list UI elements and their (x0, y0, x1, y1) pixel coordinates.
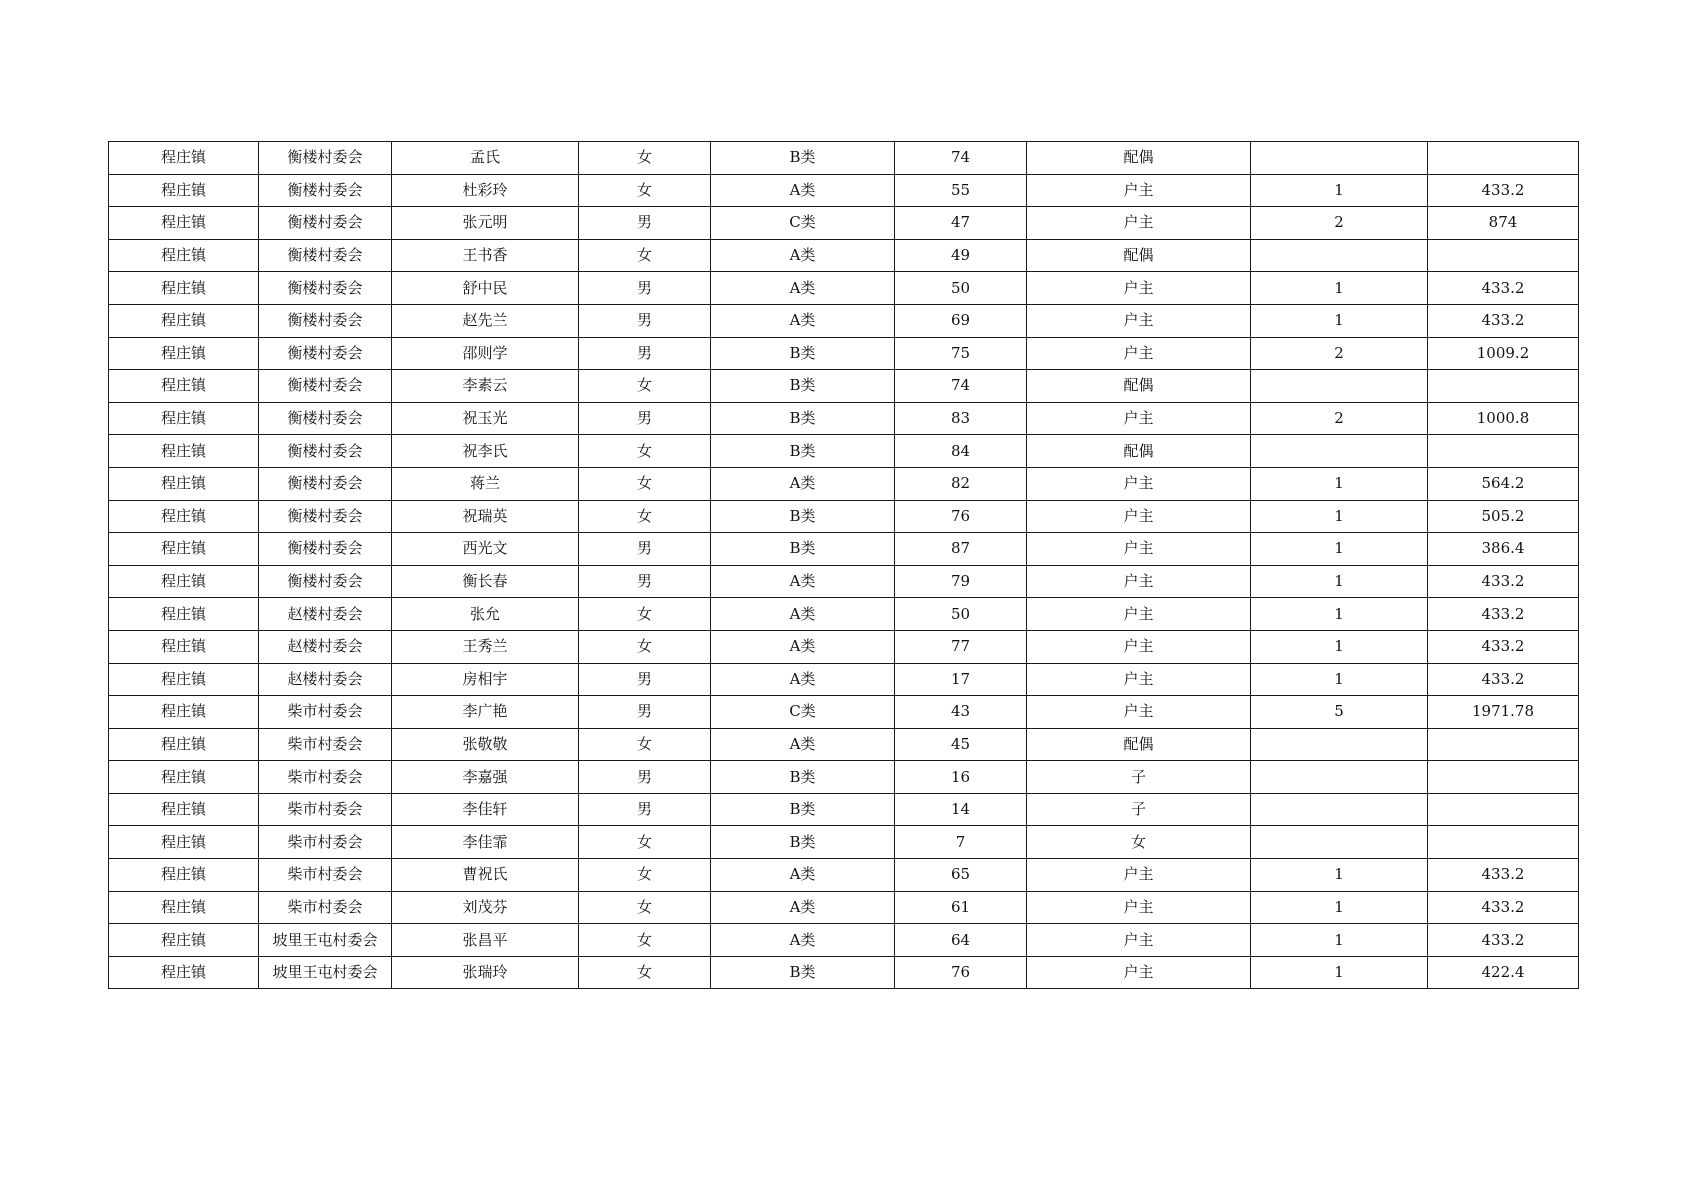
age-cell: 61 (895, 891, 1027, 924)
name-cell: 李广艳 (392, 696, 579, 729)
name-cell: 孟氏 (392, 142, 579, 175)
town-cell: 程庄镇 (109, 370, 259, 403)
amount-cell: 564.2 (1428, 467, 1579, 500)
category-cell: B类 (711, 402, 895, 435)
relation-cell: 配偶 (1027, 435, 1251, 468)
amount-cell: 433.2 (1428, 630, 1579, 663)
category-cell: B类 (711, 142, 895, 175)
town-cell: 程庄镇 (109, 304, 259, 337)
amount-cell (1428, 239, 1579, 272)
town-cell: 程庄镇 (109, 174, 259, 207)
table-row (109, 793, 1579, 826)
amount-cell: 422.4 (1428, 956, 1579, 989)
village-cell: 衡楼村委会 (259, 467, 392, 500)
village-cell: 衡楼村委会 (259, 142, 392, 175)
gender-cell: 女 (579, 467, 711, 500)
household-size-cell: 1 (1251, 467, 1428, 500)
table-row (109, 435, 1579, 468)
table-row (109, 630, 1579, 663)
village-cell: 柴市村委会 (259, 793, 392, 826)
gender-cell: 女 (579, 924, 711, 957)
age-cell: 50 (895, 272, 1027, 305)
relation-cell: 户主 (1027, 337, 1251, 370)
village-cell: 衡楼村委会 (259, 500, 392, 533)
household-size-cell (1251, 239, 1428, 272)
amount-cell: 433.2 (1428, 174, 1579, 207)
category-cell: A类 (711, 728, 895, 761)
village-cell: 衡楼村委会 (259, 533, 392, 566)
relation-cell: 女 (1027, 826, 1251, 859)
name-cell: 舒中民 (392, 272, 579, 305)
household-size-cell: 1 (1251, 956, 1428, 989)
household-size-cell (1251, 142, 1428, 175)
village-cell: 衡楼村委会 (259, 239, 392, 272)
table-row (109, 533, 1579, 566)
age-cell: 84 (895, 435, 1027, 468)
relation-cell: 户主 (1027, 663, 1251, 696)
category-cell: B类 (711, 793, 895, 826)
town-cell: 程庄镇 (109, 467, 259, 500)
table-row (109, 598, 1579, 631)
category-cell: A类 (711, 467, 895, 500)
age-cell: 14 (895, 793, 1027, 826)
gender-cell: 女 (579, 826, 711, 859)
table-row (109, 500, 1579, 533)
table-row (109, 467, 1579, 500)
relation-cell: 户主 (1027, 304, 1251, 337)
relation-cell: 户主 (1027, 924, 1251, 957)
age-cell: 82 (895, 467, 1027, 500)
town-cell: 程庄镇 (109, 402, 259, 435)
town-cell: 程庄镇 (109, 272, 259, 305)
village-cell: 柴市村委会 (259, 761, 392, 794)
town-cell: 程庄镇 (109, 924, 259, 957)
town-cell: 程庄镇 (109, 630, 259, 663)
name-cell: 李素云 (392, 370, 579, 403)
relation-cell: 配偶 (1027, 370, 1251, 403)
gender-cell: 女 (579, 142, 711, 175)
category-cell: B类 (711, 500, 895, 533)
village-cell: 柴市村委会 (259, 826, 392, 859)
relation-cell: 子 (1027, 793, 1251, 826)
name-cell: 祝玉光 (392, 402, 579, 435)
roster-table (108, 141, 1579, 989)
household-size-cell: 5 (1251, 696, 1428, 729)
town-cell: 程庄镇 (109, 761, 259, 794)
relation-cell: 配偶 (1027, 142, 1251, 175)
name-cell: 西光文 (392, 533, 579, 566)
relation-cell: 户主 (1027, 859, 1251, 892)
amount-cell (1428, 826, 1579, 859)
town-cell: 程庄镇 (109, 565, 259, 598)
amount-cell: 433.2 (1428, 663, 1579, 696)
gender-cell: 男 (579, 793, 711, 826)
village-cell: 衡楼村委会 (259, 174, 392, 207)
table-row (109, 370, 1579, 403)
relation-cell: 户主 (1027, 207, 1251, 240)
name-cell: 张允 (392, 598, 579, 631)
amount-cell: 433.2 (1428, 565, 1579, 598)
gender-cell: 女 (579, 435, 711, 468)
category-cell: B类 (711, 533, 895, 566)
gender-cell: 男 (579, 761, 711, 794)
household-size-cell: 1 (1251, 304, 1428, 337)
age-cell: 16 (895, 761, 1027, 794)
household-size-cell: 1 (1251, 272, 1428, 305)
relation-cell: 户主 (1027, 696, 1251, 729)
gender-cell: 男 (579, 533, 711, 566)
amount-cell (1428, 728, 1579, 761)
gender-cell: 女 (579, 891, 711, 924)
relation-cell: 子 (1027, 761, 1251, 794)
age-cell: 45 (895, 728, 1027, 761)
name-cell: 邵则学 (392, 337, 579, 370)
table-row (109, 924, 1579, 957)
relation-cell: 户主 (1027, 598, 1251, 631)
amount-cell: 505.2 (1428, 500, 1579, 533)
town-cell: 程庄镇 (109, 663, 259, 696)
table-row (109, 304, 1579, 337)
amount-cell (1428, 142, 1579, 175)
village-cell: 赵楼村委会 (259, 663, 392, 696)
amount-cell: 433.2 (1428, 598, 1579, 631)
age-cell: 7 (895, 826, 1027, 859)
town-cell: 程庄镇 (109, 793, 259, 826)
household-size-cell (1251, 761, 1428, 794)
household-size-cell: 1 (1251, 500, 1428, 533)
household-size-cell: 1 (1251, 924, 1428, 957)
town-cell: 程庄镇 (109, 500, 259, 533)
relation-cell: 户主 (1027, 272, 1251, 305)
town-cell: 程庄镇 (109, 239, 259, 272)
age-cell: 49 (895, 239, 1027, 272)
name-cell: 祝李氏 (392, 435, 579, 468)
gender-cell: 女 (579, 859, 711, 892)
town-cell: 程庄镇 (109, 533, 259, 566)
name-cell: 王秀兰 (392, 630, 579, 663)
category-cell: A类 (711, 565, 895, 598)
amount-cell: 874 (1428, 207, 1579, 240)
gender-cell: 男 (579, 207, 711, 240)
village-cell: 衡楼村委会 (259, 435, 392, 468)
relation-cell: 户主 (1027, 533, 1251, 566)
amount-cell: 433.2 (1428, 304, 1579, 337)
category-cell: A类 (711, 598, 895, 631)
village-cell: 衡楼村委会 (259, 402, 392, 435)
village-cell: 衡楼村委会 (259, 304, 392, 337)
household-size-cell (1251, 826, 1428, 859)
amount-cell (1428, 793, 1579, 826)
relation-cell: 配偶 (1027, 728, 1251, 761)
table-row (109, 728, 1579, 761)
name-cell: 刘茂芬 (392, 891, 579, 924)
category-cell: B类 (711, 761, 895, 794)
village-cell: 衡楼村委会 (259, 207, 392, 240)
category-cell: B类 (711, 956, 895, 989)
gender-cell: 男 (579, 696, 711, 729)
town-cell: 程庄镇 (109, 207, 259, 240)
village-cell: 柴市村委会 (259, 891, 392, 924)
table-row (109, 402, 1579, 435)
name-cell: 房相宇 (392, 663, 579, 696)
amount-cell: 1971.78 (1428, 696, 1579, 729)
age-cell: 43 (895, 696, 1027, 729)
relation-cell: 户主 (1027, 500, 1251, 533)
town-cell: 程庄镇 (109, 142, 259, 175)
town-cell: 程庄镇 (109, 859, 259, 892)
gender-cell: 女 (579, 630, 711, 663)
town-cell: 程庄镇 (109, 696, 259, 729)
amount-cell: 386.4 (1428, 533, 1579, 566)
category-cell: B类 (711, 370, 895, 403)
age-cell: 83 (895, 402, 1027, 435)
amount-cell (1428, 370, 1579, 403)
name-cell: 赵先兰 (392, 304, 579, 337)
household-size-cell (1251, 370, 1428, 403)
household-size-cell: 1 (1251, 663, 1428, 696)
household-size-cell (1251, 435, 1428, 468)
table-row (109, 891, 1579, 924)
relation-cell: 户主 (1027, 956, 1251, 989)
gender-cell: 男 (579, 272, 711, 305)
table-row (109, 761, 1579, 794)
name-cell: 李嘉强 (392, 761, 579, 794)
amount-cell: 1000.8 (1428, 402, 1579, 435)
category-cell: A类 (711, 174, 895, 207)
age-cell: 77 (895, 630, 1027, 663)
town-cell: 程庄镇 (109, 891, 259, 924)
table-row (109, 956, 1579, 989)
name-cell: 张敬敬 (392, 728, 579, 761)
gender-cell: 女 (579, 598, 711, 631)
gender-cell: 女 (579, 174, 711, 207)
table-row (109, 174, 1579, 207)
category-cell: A类 (711, 924, 895, 957)
table-row (109, 565, 1579, 598)
name-cell: 张瑞玲 (392, 956, 579, 989)
village-cell: 衡楼村委会 (259, 337, 392, 370)
gender-cell: 女 (579, 239, 711, 272)
category-cell: A类 (711, 239, 895, 272)
roster-table-body (109, 142, 1579, 989)
category-cell: A类 (711, 663, 895, 696)
household-size-cell: 1 (1251, 891, 1428, 924)
amount-cell: 1009.2 (1428, 337, 1579, 370)
name-cell: 李佳轩 (392, 793, 579, 826)
category-cell: A类 (711, 304, 895, 337)
category-cell: B类 (711, 826, 895, 859)
household-size-cell: 1 (1251, 598, 1428, 631)
gender-cell: 男 (579, 565, 711, 598)
table-row (109, 859, 1579, 892)
name-cell: 李佳霏 (392, 826, 579, 859)
category-cell: B类 (711, 435, 895, 468)
household-size-cell: 1 (1251, 859, 1428, 892)
relation-cell: 户主 (1027, 891, 1251, 924)
town-cell: 程庄镇 (109, 598, 259, 631)
table-row (109, 663, 1579, 696)
name-cell: 王书香 (392, 239, 579, 272)
age-cell: 79 (895, 565, 1027, 598)
name-cell: 曹祝氏 (392, 859, 579, 892)
table-row (109, 239, 1579, 272)
relation-cell: 户主 (1027, 467, 1251, 500)
household-size-cell (1251, 728, 1428, 761)
gender-cell: 男 (579, 402, 711, 435)
category-cell: C类 (711, 207, 895, 240)
age-cell: 74 (895, 142, 1027, 175)
name-cell: 张昌平 (392, 924, 579, 957)
amount-cell (1428, 761, 1579, 794)
village-cell: 衡楼村委会 (259, 370, 392, 403)
name-cell: 蒋兰 (392, 467, 579, 500)
village-cell: 柴市村委会 (259, 728, 392, 761)
household-size-cell: 1 (1251, 533, 1428, 566)
town-cell: 程庄镇 (109, 435, 259, 468)
age-cell: 64 (895, 924, 1027, 957)
name-cell: 祝瑞英 (392, 500, 579, 533)
household-size-cell: 1 (1251, 630, 1428, 663)
gender-cell: 女 (579, 956, 711, 989)
table-row (109, 142, 1579, 175)
amount-cell: 433.2 (1428, 859, 1579, 892)
household-size-cell: 2 (1251, 337, 1428, 370)
age-cell: 76 (895, 956, 1027, 989)
age-cell: 65 (895, 859, 1027, 892)
village-cell: 柴市村委会 (259, 696, 392, 729)
amount-cell: 433.2 (1428, 924, 1579, 957)
category-cell: A类 (711, 272, 895, 305)
amount-cell (1428, 435, 1579, 468)
age-cell: 55 (895, 174, 1027, 207)
relation-cell: 户主 (1027, 565, 1251, 598)
relation-cell: 户主 (1027, 630, 1251, 663)
age-cell: 76 (895, 500, 1027, 533)
village-cell: 坡里王屯村委会 (259, 924, 392, 957)
age-cell: 47 (895, 207, 1027, 240)
household-size-cell: 2 (1251, 207, 1428, 240)
gender-cell: 男 (579, 304, 711, 337)
village-cell: 坡里王屯村委会 (259, 956, 392, 989)
age-cell: 74 (895, 370, 1027, 403)
category-cell: A类 (711, 891, 895, 924)
village-cell: 衡楼村委会 (259, 565, 392, 598)
relation-cell: 配偶 (1027, 239, 1251, 272)
household-size-cell: 2 (1251, 402, 1428, 435)
table-row (109, 826, 1579, 859)
category-cell: A类 (711, 859, 895, 892)
town-cell: 程庄镇 (109, 728, 259, 761)
name-cell: 张元明 (392, 207, 579, 240)
category-cell: A类 (711, 630, 895, 663)
table-row (109, 696, 1579, 729)
gender-cell: 女 (579, 728, 711, 761)
table-row (109, 337, 1579, 370)
category-cell: B类 (711, 337, 895, 370)
age-cell: 87 (895, 533, 1027, 566)
name-cell: 杜彩玲 (392, 174, 579, 207)
age-cell: 17 (895, 663, 1027, 696)
age-cell: 69 (895, 304, 1027, 337)
household-size-cell: 1 (1251, 174, 1428, 207)
village-cell: 赵楼村委会 (259, 630, 392, 663)
gender-cell: 男 (579, 337, 711, 370)
age-cell: 50 (895, 598, 1027, 631)
name-cell: 衡长春 (392, 565, 579, 598)
amount-cell: 433.2 (1428, 272, 1579, 305)
household-size-cell (1251, 793, 1428, 826)
village-cell: 衡楼村委会 (259, 272, 392, 305)
amount-cell: 433.2 (1428, 891, 1579, 924)
gender-cell: 女 (579, 370, 711, 403)
relation-cell: 户主 (1027, 402, 1251, 435)
village-cell: 柴市村委会 (259, 859, 392, 892)
gender-cell: 女 (579, 500, 711, 533)
category-cell: C类 (711, 696, 895, 729)
town-cell: 程庄镇 (109, 337, 259, 370)
village-cell: 赵楼村委会 (259, 598, 392, 631)
relation-cell: 户主 (1027, 174, 1251, 207)
town-cell: 程庄镇 (109, 826, 259, 859)
town-cell: 程庄镇 (109, 956, 259, 989)
household-size-cell: 1 (1251, 565, 1428, 598)
table-row (109, 272, 1579, 305)
gender-cell: 男 (579, 663, 711, 696)
age-cell: 75 (895, 337, 1027, 370)
table-row (109, 207, 1579, 240)
